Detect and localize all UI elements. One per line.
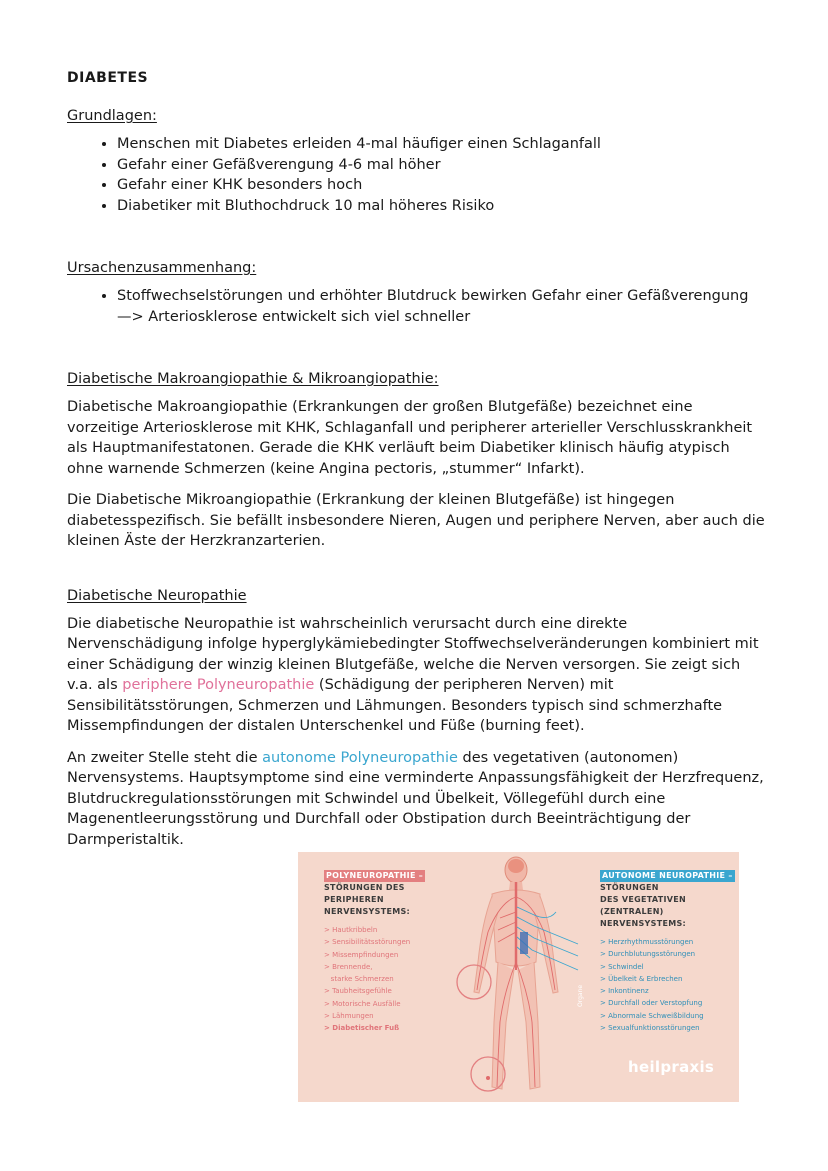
document-title: DIABETES (67, 70, 149, 86)
list-item: > Abnormale Schweißbildung (600, 1011, 704, 1020)
list-item: > Brennende, (324, 962, 373, 971)
list-item: > Lähmungen (324, 1012, 374, 1021)
heading-angiopathie: Diabetische Makroangiopathie & Mikroangiopathie: (67, 371, 439, 387)
section-angiopathie (67, 371, 767, 552)
grundlagen-list (67, 134, 767, 216)
heading-ursachen: Ursachenzusammenhang: (67, 260, 257, 276)
list-item: • Diabetiker mit Bluthochdruck 10 mal höheres Risiko (117, 196, 767, 217)
list-item: > Schwindel (600, 962, 644, 971)
left-symptom-list (324, 924, 444, 1035)
right-heading-line: STÖRUNGEN (600, 883, 659, 892)
paragraph-mikro: Die Diabetische Mikroangiopathie (Erkrankung der kleinen Blutgefäße) ist hingegen diabetesspezifisch. Sie befällt insbesondere Nieren, Augen und periphere Nerven, aber auch die kleinen Äste der Herzkranzarterien. (67, 492, 765, 549)
text-run: An zweiter Stelle steht die (67, 749, 263, 766)
infographic-right-panel (600, 870, 735, 1034)
highlight-autonome: autonome Polyneuropathie (262, 749, 458, 766)
nervous-system-illustration (448, 852, 598, 1102)
list-item: > Inkontinenz (600, 987, 649, 996)
list-item: > Taubheitsgefühle (324, 987, 392, 996)
list-item: > Übelkeit & Erbrechen (600, 974, 683, 983)
section-ursachen (67, 260, 767, 327)
left-heading (324, 870, 444, 918)
list-item: > Diabetischer Fuß (324, 1024, 400, 1033)
ursachen-line-1: Stoffwechselstörungen und erhöhter Blutdruck bewirken Gefahr einer Gefäßverengung (117, 288, 749, 304)
list-item (117, 286, 767, 327)
right-heading (600, 870, 735, 930)
ursachen-list (67, 286, 767, 327)
organe-label: Organe (577, 984, 584, 1007)
list-item: > Hautkribbeln (324, 926, 378, 934)
list-item: > Durchfall oder Verstopfung (600, 999, 703, 1008)
right-heading-highlight: AUTONOME NEUROPATHIE – (602, 871, 733, 880)
list-item: starke Schmerzen (324, 975, 394, 984)
section-neuropathie (67, 588, 767, 851)
list-item: > Sensibilitätsstörungen (324, 938, 411, 947)
text-run: (Schädigung der peripheren Nerven) mit Sensibilitätsstörungen, Schmerzen und Lähmungen. Besonders typisch sind schmerzhafte Missempfindungen der distalen Unterschenkel und Füße (burning feet). (67, 677, 723, 734)
paragraph-neuropathie-1 (67, 614, 767, 737)
right-heading-line: (ZENTRALEN) (600, 907, 664, 916)
ursachen-line-2: —> Arteriosklerose entwickelt sich viel schneller (117, 308, 471, 325)
right-heading-line: DES VEGETATIVEN (600, 895, 687, 904)
section-grundlagen (67, 108, 767, 216)
infographic-left-panel (324, 870, 444, 1035)
highlight-periphere: periphere Polyneuropathie (122, 677, 315, 693)
left-heading-highlight: POLYNEUROPATHIE – (326, 871, 424, 880)
text-run: des vegetativen (autonomen) Nervensystems. Hauptsymptome sind eine verminderte Anpassungsfähigkeit der Herzfrequenz, Blutdruckregulationsstörungen mit Schwindel und Übelkeit, Völlegefühl durch eine Magenentleerungsstörung und Durchfall oder Obstipation durch Beeinträchtigung der Darmperistaltik. (67, 749, 764, 848)
list-item: > Durchblutungsstörungen (600, 950, 696, 959)
left-heading-line: STÖRUNGEN DES (324, 883, 405, 892)
left-heading-line: NERVENSYSTEMS: (324, 907, 411, 916)
list-item: • Gefahr einer Gefäßverengung 4-6 mal höher (117, 155, 767, 176)
paragraph-makro: Diabetische Makroangiopathie (Erkrankungen der großen Blutgefäße) bezeichnet eine vorzeitige Arteriosklerose mit KHK, Schlaganfall und peripherer arterieller Verschlusskrankheit als Hauptmanifestatonen. Gerade die KHK verläuft beim Diabetiker klinisch häufig atypisch ohne warnende Schmerzen (keine Angina pectoris, „stummer“ Infarkt). (67, 399, 753, 477)
left-heading-line: PERIPHEREN (324, 895, 384, 904)
list-item: • Menschen mit Diabetes erleiden 4-mal häufiger einen Schlaganfall (117, 134, 767, 155)
right-symptom-list (600, 936, 735, 1034)
text-run: Die diabetische Neuropathie ist wahrscheinlich verursacht durch eine direkte Nervenschädigung infolge hyperglykämiebedingter Stoffwechselveränderungen kombiniert mit einer Schädigung der winzig kleinen Blutgefäße, welche die Nerven versorgen. Sie zeigt sich v.a. als (67, 615, 759, 693)
heilpraxis-logo: heilpraxis (628, 1058, 715, 1076)
list-item: > Motorische Ausfälle (324, 999, 401, 1008)
list-item: > Herzrhythmusstörungen (600, 938, 694, 946)
right-heading-line: NERVENSYSTEMS: (600, 919, 687, 928)
list-item: > Sexualfunktionsstörungen (600, 1024, 700, 1033)
heading-grundlagen: Grundlagen: (67, 108, 157, 124)
neuropathy-infographic (298, 852, 739, 1102)
list-item: > Missempfindungen (324, 950, 399, 959)
list-item: • Gefahr einer KHK besonders hoch (117, 175, 767, 196)
paragraph-neuropathie-2 (67, 748, 767, 851)
document-page (67, 70, 767, 861)
heading-neuropathie: Diabetische Neuropathie (67, 587, 247, 604)
